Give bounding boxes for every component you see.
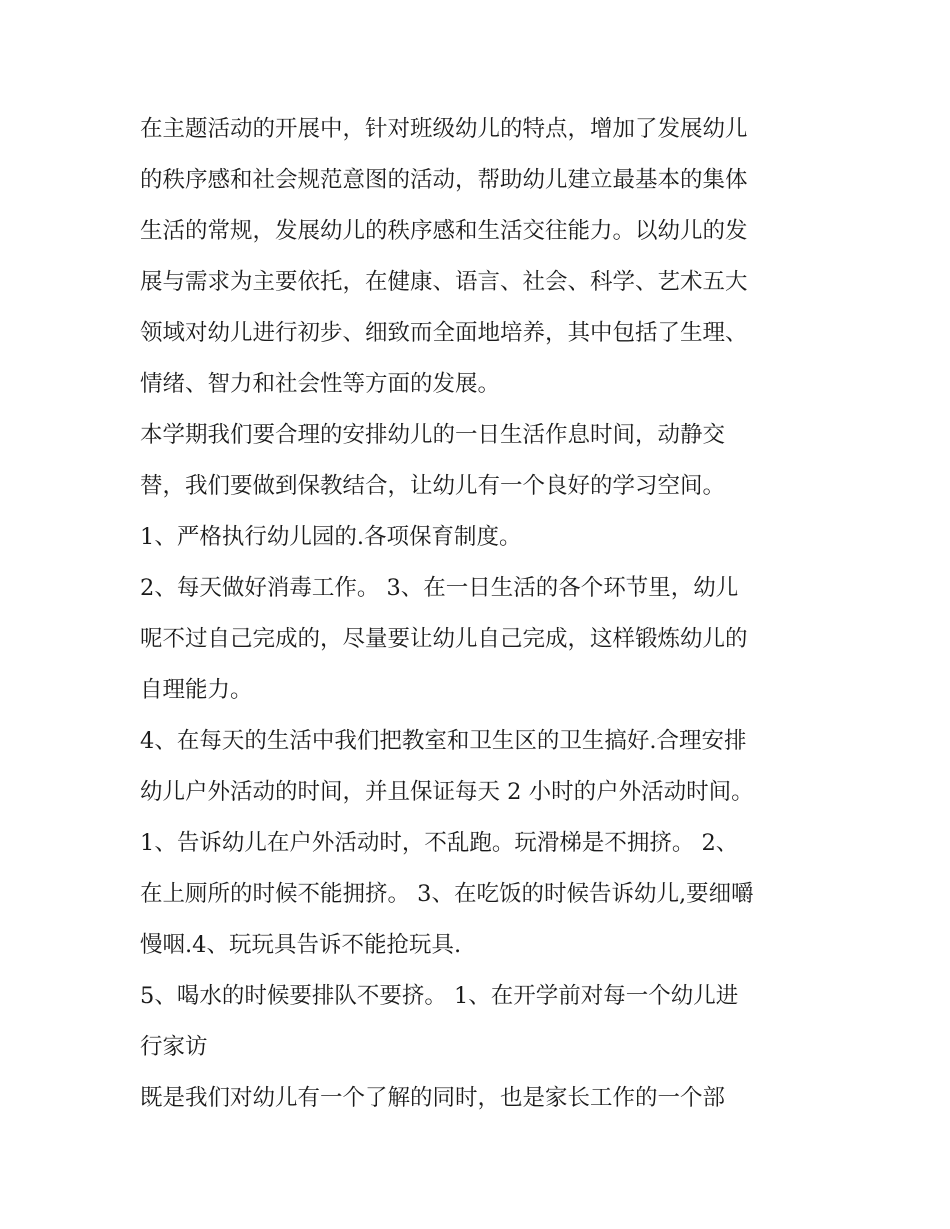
text-line: 4、在每天的生活中我们把教室和卫生区的卫生搞好.合理安排 xyxy=(140,728,747,754)
paragraph-safety-rules xyxy=(140,818,830,971)
text-line: 慢咽.4、玩玩具告诉不能抢玩具. xyxy=(140,932,462,958)
text-line: 呢不过自己完成的，尽量要让幼儿自己完成，这样锻炼幼儿的 xyxy=(140,626,748,652)
text-line: 既是我们对幼儿有一个了解的同时，也是家长工作的一个部 xyxy=(140,1085,726,1111)
paragraph-parent-work xyxy=(140,1073,830,1124)
text-line: 的秩序感和社会规范意图的活动，帮助幼儿建立最基本的集体 xyxy=(140,167,748,193)
text-line: 本学期我们要合理的安排幼儿的一日生活作息时间，动静交 xyxy=(140,422,726,448)
paragraph-home-visit xyxy=(140,971,830,1073)
text-line: 替，我们要做到保教结合，让幼儿有一个良好的学习空间。 xyxy=(140,473,726,499)
paragraph-item-care-system xyxy=(140,512,830,563)
paragraph-daily-schedule xyxy=(140,410,830,512)
text-line: 领域对幼儿进行初步、细致而全面地培养，其中包括了生理、 xyxy=(140,320,748,346)
text-line: 2、每天做好消毒工作。 3、在一日生活的各个环节里，幼儿 xyxy=(140,575,739,601)
text-line: 在上厕所的时候不能拥挤。 3、在吃饭的时候告诉幼儿,要细嚼 xyxy=(140,881,754,907)
text-line: 展与需求为主要依托，在健康、语言、社会、科学、艺术五大 xyxy=(140,269,748,295)
text-line: 5、喝水的时候要排队不要挤。 1、在开学前对每一个幼儿进 xyxy=(140,983,739,1009)
text-line: 在主题活动的开展中，针对班级幼儿的特点，增加了发展幼儿 xyxy=(140,116,748,142)
text-line: 生活的常规，发展幼儿的秩序感和生活交往能力。以幼儿的发 xyxy=(140,218,748,244)
text-line: 1、严格执行幼儿园的.各项保育制度。 xyxy=(140,524,522,550)
text-line: 自理能力。 xyxy=(140,677,253,703)
paragraph-item-hygiene xyxy=(140,716,830,818)
paragraph-theme-activities xyxy=(140,104,830,410)
text-line: 行家访 xyxy=(140,1034,208,1060)
text-line: 幼儿户外活动的时间，并且保证每天 2 小时的户外活动时间。 xyxy=(140,779,754,805)
document-body xyxy=(140,104,830,1124)
text-line: 1、告诉幼儿在户外活动时，不乱跑。玩滑梯是不拥挤。 2、 xyxy=(140,830,739,856)
text-line: 情绪、智力和社会性等方面的发展。 xyxy=(140,371,501,397)
paragraph-item-disinfection xyxy=(140,563,830,716)
